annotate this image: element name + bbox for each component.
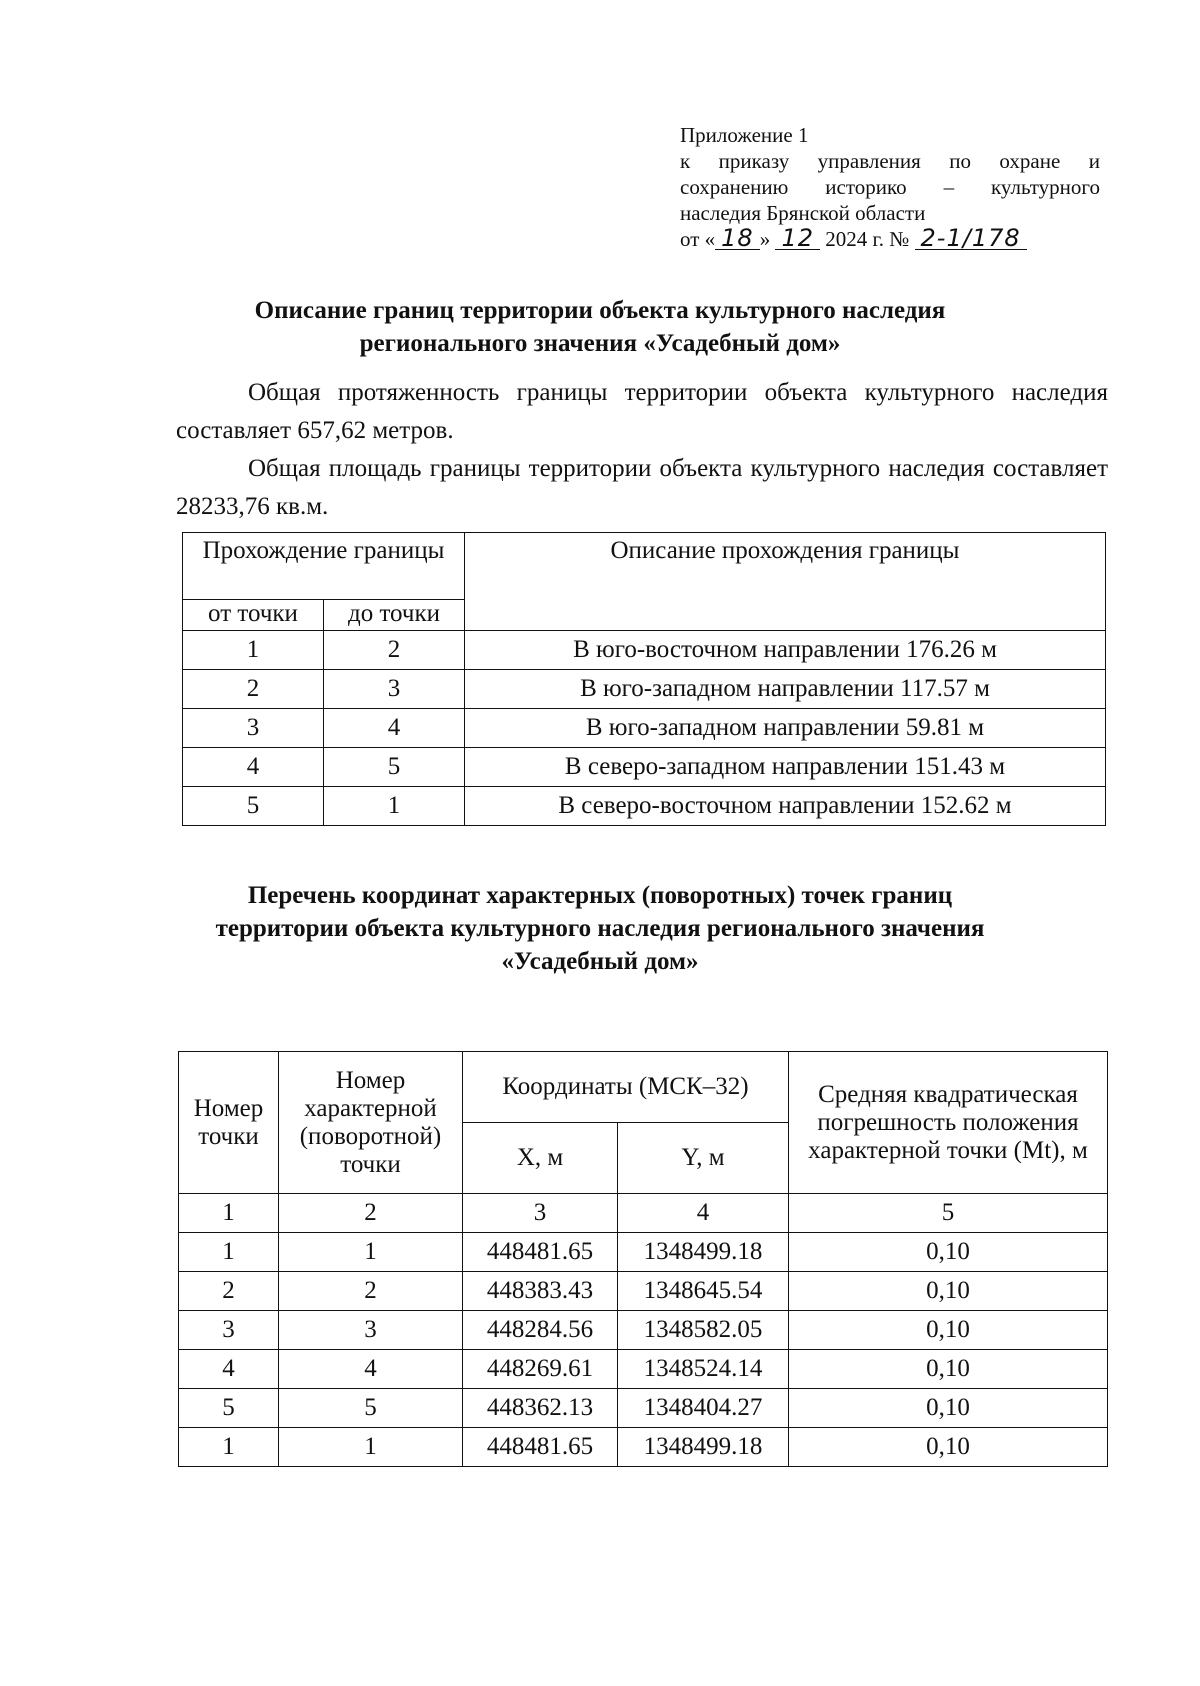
handwritten-number: 2-1/178 <box>915 227 1027 250</box>
table-row <box>179 1272 1108 1311</box>
handwritten-day: 18 <box>715 227 760 250</box>
x-cell: 448481.65 <box>463 1428 618 1467</box>
point-cell: 1 <box>179 1233 279 1272</box>
header-to: до точки <box>324 600 465 631</box>
char-point-cell: 5 <box>279 1389 463 1428</box>
length-paragraph <box>176 374 1108 450</box>
x-cell: 448481.65 <box>463 1233 618 1272</box>
section2-title <box>100 879 1100 978</box>
char-point-cell: 2 <box>279 1272 463 1311</box>
table-row <box>179 1233 1108 1272</box>
y-cell: 1348645.54 <box>618 1272 789 1311</box>
description-cell: В северо-восточном направлении 152.62 м <box>465 787 1106 826</box>
header-from: от точки <box>183 600 324 631</box>
header-coordinates: Координаты (МСК–32) <box>463 1052 789 1123</box>
error-cell: 0,10 <box>789 1233 1108 1272</box>
appendix-line: сохранению историко – культурного <box>680 175 1100 199</box>
y-cell: 1348499.18 <box>618 1428 789 1467</box>
appendix-date-line <box>680 226 1100 252</box>
column-number: 1 <box>179 1194 279 1233</box>
year-text: 2024 г. № <box>825 227 910 251</box>
appendix-line: наследия Брянской области <box>680 201 926 225</box>
x-cell: 448269.61 <box>463 1350 618 1389</box>
y-cell: 1348582.05 <box>618 1311 789 1350</box>
table-row <box>183 670 1106 709</box>
to-cell: 2 <box>324 631 465 670</box>
description-cell: В юго-западном направлении 59.81 м <box>465 709 1106 748</box>
column-number: 3 <box>463 1194 618 1233</box>
char-point-cell: 4 <box>279 1350 463 1389</box>
y-cell: 1348404.27 <box>618 1389 789 1428</box>
table-row <box>179 1311 1108 1350</box>
error-cell: 0,10 <box>789 1389 1108 1428</box>
error-cell: 0,10 <box>789 1311 1108 1350</box>
header-char-point-number: Номер характерной (поворотной) точки <box>279 1052 463 1194</box>
header-point-number: Номер точки <box>179 1052 279 1194</box>
description-cell: В юго-западном направлении 117.57 м <box>465 670 1106 709</box>
to-cell: 4 <box>324 709 465 748</box>
to-cell: 1 <box>324 787 465 826</box>
point-cell: 1 <box>179 1428 279 1467</box>
table-row <box>183 787 1106 826</box>
table-row <box>179 1389 1108 1428</box>
paragraph-text: Общая площадь границы территории объекта культурного наследия составляет 28233,76 кв.м. <box>176 455 1108 520</box>
date-prefix: от « <box>680 227 716 251</box>
from-cell: 4 <box>183 748 324 787</box>
char-point-cell: 1 <box>279 1428 463 1467</box>
title-line: Описание границ территории объекта культурного наследия <box>254 297 946 324</box>
description-cell: В северо-западном направлении 151.43 м <box>465 748 1106 787</box>
from-cell: 2 <box>183 670 324 709</box>
error-cell: 0,10 <box>789 1350 1108 1389</box>
char-point-cell: 3 <box>279 1311 463 1350</box>
title-line: территории объекта культурного наследия регионального значения <box>215 915 985 942</box>
to-cell: 3 <box>324 670 465 709</box>
column-number: 5 <box>789 1194 1108 1233</box>
paragraph-text: Общая протяженность границы территории объекта культурного наследия составляет 657,62 метров. <box>176 379 1108 444</box>
point-cell: 3 <box>179 1311 279 1350</box>
coordinates-table <box>178 1051 1108 1467</box>
title-line: регионального значения «Усадебный дом» <box>359 330 841 357</box>
title-line: Перечень координат характерных (поворотных) точек границ <box>247 882 953 909</box>
from-cell: 5 <box>183 787 324 826</box>
from-cell: 1 <box>183 631 324 670</box>
section1-title <box>100 294 1100 360</box>
column-number-row <box>179 1194 1108 1233</box>
header-y: Y, м <box>618 1123 789 1194</box>
x-cell: 448362.13 <box>463 1389 618 1428</box>
x-cell: 448383.43 <box>463 1272 618 1311</box>
boundary-table <box>182 532 1106 826</box>
y-cell: 1348524.14 <box>618 1350 789 1389</box>
header-mean-square-error: Средняя квадратическая погрешность положения характерной точки (Mt), м <box>789 1052 1108 1194</box>
appendix-header <box>680 122 1100 252</box>
char-point-cell: 1 <box>279 1233 463 1272</box>
column-number: 4 <box>618 1194 789 1233</box>
title-line: «Усадебный дом» <box>501 948 699 975</box>
table-row <box>183 709 1106 748</box>
date-mid: » <box>759 227 771 251</box>
column-number: 2 <box>279 1194 463 1233</box>
appendix-title: Приложение 1 <box>680 123 809 147</box>
header-description: Описание прохождения границы <box>465 533 1106 631</box>
header-x: X, м <box>463 1123 618 1194</box>
error-cell: 0,10 <box>789 1428 1108 1467</box>
description-cell: В юго-восточном направлении 176.26 м <box>465 631 1106 670</box>
area-paragraph <box>176 450 1108 526</box>
table-row <box>183 748 1106 787</box>
table-row <box>179 1350 1108 1389</box>
x-cell: 448284.56 <box>463 1311 618 1350</box>
error-cell: 0,10 <box>789 1272 1108 1311</box>
appendix-line: к приказу управления по охране и <box>680 149 1100 173</box>
point-cell: 4 <box>179 1350 279 1389</box>
from-cell: 3 <box>183 709 324 748</box>
handwritten-month: 12 <box>775 227 820 250</box>
y-cell: 1348499.18 <box>618 1233 789 1272</box>
table-row <box>183 631 1106 670</box>
to-cell: 5 <box>324 748 465 787</box>
point-cell: 5 <box>179 1389 279 1428</box>
point-cell: 2 <box>179 1272 279 1311</box>
header-passage: Прохождение границы <box>183 533 465 600</box>
table-row <box>179 1428 1108 1467</box>
